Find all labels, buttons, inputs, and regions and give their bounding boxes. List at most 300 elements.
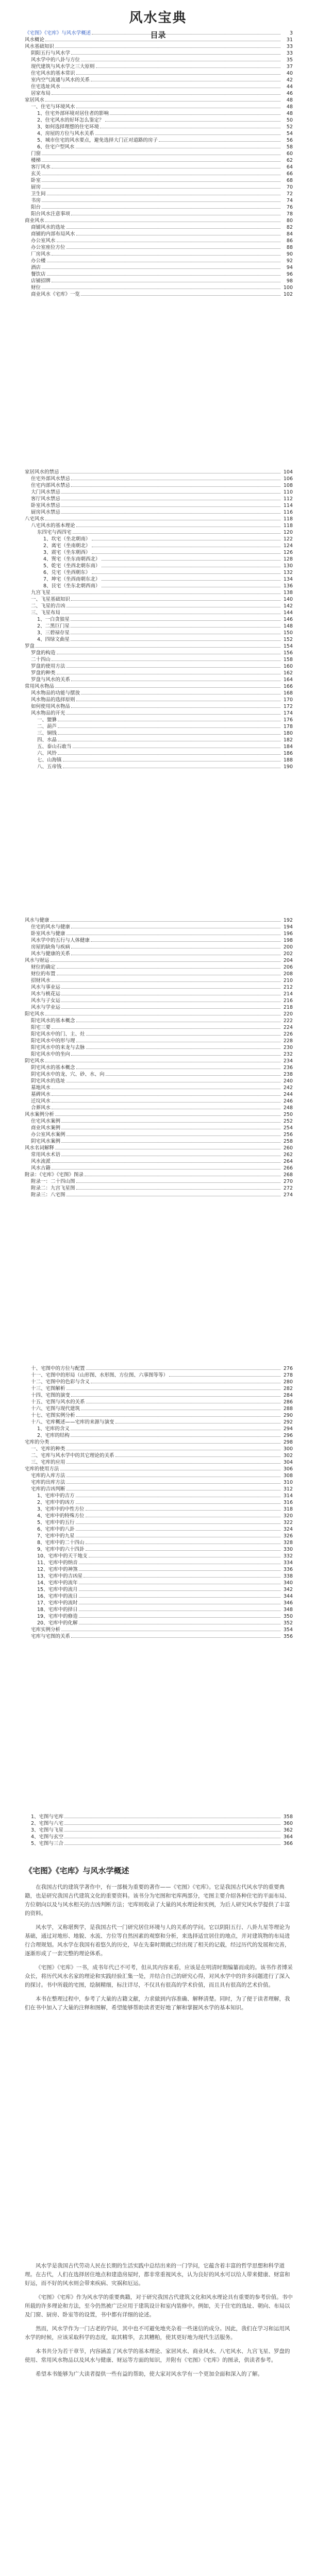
toc-entry[interactable] <box>25 137 293 144</box>
toc-entry[interactable] <box>25 710 293 717</box>
toc-entry-label: 7、宅库中的九星 <box>37 1533 75 1539</box>
toc-entry-label: 书房 <box>31 198 41 204</box>
toc-entry[interactable] <box>25 1178 293 1185</box>
toc-entry-page-number: 44 <box>286 84 293 90</box>
toc-leader-dots <box>76 70 280 75</box>
toc-entry[interactable] <box>25 1600 293 1606</box>
toc-entry[interactable] <box>25 264 293 271</box>
toc-entry[interactable] <box>25 284 293 291</box>
toc-leader-dots <box>92 549 280 554</box>
toc-entry-label: 住宅内部风水禁忌 <box>31 483 71 488</box>
toc-entry[interactable] <box>25 217 293 224</box>
toc-leader-dots <box>66 1078 280 1082</box>
toc-entry[interactable] <box>25 1038 293 1044</box>
toc-entry[interactable] <box>25 730 293 737</box>
toc-entry[interactable] <box>25 917 293 924</box>
toc-entry[interactable] <box>25 1172 293 1178</box>
toc-entry-page-number: 144 <box>283 610 293 616</box>
toc-entry[interactable] <box>25 1459 293 1466</box>
toc-leader-dots <box>66 603 280 607</box>
toc-entry[interactable] <box>25 636 293 643</box>
toc-entry-page-number: 138 <box>283 590 293 596</box>
toc-leader-dots <box>76 1178 280 1183</box>
toc-entry[interactable] <box>25 984 293 991</box>
toc-entry[interactable] <box>25 1426 293 1432</box>
toc-entry-label: 房屋的缺角与疾病 <box>31 944 71 950</box>
toc-leader-dots <box>86 1546 280 1551</box>
toc-entry-page-number: 272 <box>283 1185 293 1191</box>
body-paragraph: 然而，风水学作为一门古老的学问，其中也不可避免地夹杂着一些迷信的成分。因此，我们在学习和运用风水学的时候，应该采取科学的态度，取其精华，去其糟粕，使其更好地为现代生活服务。 <box>25 2326 290 2341</box>
toc-entry-label: 4、四绿文曲星 <box>37 637 70 642</box>
body-paragraph: 在我国古代的建筑学著作中，有一部极为重要的著作——《宅图》《宅库》。它是我国古代风水学的重要典籍，也是研究我国古代建筑文化的重要资料。该书分为宅图和宅库两部分，宅图主要介绍各种住宅的平面布局、方位朝向以及与风水相关的吉凶判断方法；宅库则收录了大量的风水理论和实例，为后人研究风水学提供了丰富的资料。 <box>25 1884 290 1917</box>
toc-entry-label: 阳宅风水中的形与理 <box>31 1038 75 1044</box>
toc-entry[interactable] <box>25 1078 293 1084</box>
toc-entry[interactable] <box>25 90 293 97</box>
toc-entry[interactable] <box>25 683 293 690</box>
toc-entry[interactable] <box>25 549 293 556</box>
toc-entry[interactable] <box>25 1058 293 1064</box>
toc-leader-dots <box>71 623 280 628</box>
toc-entry[interactable] <box>25 957 293 964</box>
toc-entry-page-number: 314 <box>283 1493 293 1499</box>
toc-entry[interactable] <box>25 1024 293 1031</box>
toc-entry[interactable] <box>25 977 293 984</box>
toc-entry[interactable] <box>25 509 293 516</box>
toc-entry[interactable] <box>25 1412 293 1419</box>
toc-entry[interactable] <box>25 1593 293 1600</box>
toc-entry-page-number: 108 <box>283 483 293 488</box>
toc-leader-dots <box>61 489 280 494</box>
toc-entry[interactable] <box>25 1586 293 1593</box>
toc-entry[interactable] <box>25 231 293 238</box>
toc-entry-page-number: 76 <box>286 205 293 210</box>
toc-entry-page-number: 40 <box>286 71 293 76</box>
toc-entry[interactable] <box>25 951 293 957</box>
toc-entry[interactable] <box>25 1840 293 1847</box>
toc-entry[interactable] <box>25 30 293 37</box>
toc-entry[interactable] <box>25 496 293 502</box>
toc-entry[interactable] <box>25 1466 293 1472</box>
toc-entry[interactable] <box>25 1098 293 1105</box>
toc-entry[interactable] <box>25 1419 293 1426</box>
toc-entry[interactable] <box>25 964 293 971</box>
toc-entry[interactable] <box>25 723 293 730</box>
toc-leader-dots <box>86 1365 280 1370</box>
toc-entry[interactable] <box>25 1151 293 1158</box>
toc-entry-page-number: 128 <box>283 556 293 562</box>
toc-entry[interactable] <box>25 117 293 124</box>
toc-entry[interactable] <box>25 271 293 278</box>
toc-leader-dots <box>61 991 280 995</box>
toc-entry[interactable] <box>25 1018 293 1024</box>
toc-entry-page-number: 186 <box>283 751 293 756</box>
toc-entry-page-number: 80 <box>286 218 293 224</box>
toc-entry-page-number: 358 <box>283 1814 293 1820</box>
toc-entry[interactable] <box>25 1111 293 1118</box>
toc-leader-dots <box>71 476 280 480</box>
toc-entry-page-number: 35 <box>286 57 293 63</box>
toc-entry[interactable] <box>25 589 293 596</box>
toc-entry-page-number: 222 <box>283 1018 293 1024</box>
toc-entry[interactable] <box>25 1185 293 1192</box>
toc-entry[interactable] <box>25 224 293 231</box>
toc-entry[interactable] <box>25 63 293 70</box>
toc-entry-label: 阳宅风水中的来龙与去脉 <box>31 1045 85 1050</box>
toc-entry[interactable] <box>25 476 293 482</box>
toc-entry[interactable] <box>25 930 293 937</box>
toc-entry-label: 二、飞星的吉凶 <box>31 603 65 609</box>
toc-leader-dots <box>66 663 280 668</box>
toc-entry[interactable] <box>25 1392 293 1399</box>
toc-entry[interactable] <box>25 971 293 977</box>
toc-leader-dots <box>102 583 280 587</box>
toc-entry[interactable] <box>25 1064 293 1071</box>
toc-entry[interactable] <box>25 1580 293 1586</box>
toc-entry-page-number: 64 <box>286 164 293 170</box>
toc-entry[interactable] <box>25 944 293 951</box>
toc-entry-label: 18、宅库中的择日 <box>37 1607 78 1613</box>
toc-entry-label: 罗盘的种类 <box>31 670 56 676</box>
toc-entry[interactable] <box>25 124 293 130</box>
toc-entry-label: 9、宅库中的六十四卦 <box>37 1547 85 1552</box>
toc-entry-page-number: 254 <box>283 1125 293 1131</box>
toc-entry[interactable] <box>25 1385 293 1392</box>
toc-entry-label: 居家布局 <box>31 91 51 96</box>
toc-leader-dots <box>52 656 280 661</box>
toc-entry[interactable] <box>25 543 293 549</box>
toc-entry-label: 住宅外部风水禁忌 <box>31 476 71 482</box>
toc-entry[interactable] <box>25 171 293 177</box>
toc-entry[interactable] <box>25 630 293 636</box>
toc-entry-page-number: 168 <box>283 690 293 696</box>
toc-entry-page-number: 42 <box>286 77 293 83</box>
toc-leader-dots <box>52 278 280 282</box>
toc-entry[interactable] <box>25 609 293 616</box>
toc-entry[interactable] <box>25 1439 293 1446</box>
toc-entry-label: 墓碑风水 <box>31 1092 51 1097</box>
toc-entry-label: 八宅风水的基本理论 <box>31 523 75 529</box>
toc-entry[interactable] <box>25 43 293 50</box>
toc-entry-page-number: 126 <box>283 550 293 555</box>
toc-entry[interactable] <box>25 569 293 576</box>
toc-entry[interactable] <box>25 1118 293 1125</box>
toc-entry-page-number: 46 <box>286 91 293 96</box>
toc-entry[interactable] <box>25 1526 293 1533</box>
toc-entry[interactable] <box>25 1506 293 1513</box>
toc-entry-label: 风水与子女运 <box>31 998 61 1004</box>
toc-entry-page-number: 62 <box>286 158 293 163</box>
toc-leader-dots <box>66 1472 280 1477</box>
toc-leader-dots <box>52 1165 280 1170</box>
toc-entry[interactable] <box>25 150 293 157</box>
toc-leader-dots <box>71 1392 280 1397</box>
toc-entry[interactable] <box>25 278 293 284</box>
toc-entry[interactable] <box>25 1192 293 1198</box>
toc-leader-dots <box>64 1840 280 1845</box>
toc-entry-page-number: 210 <box>283 978 293 984</box>
toc-entry-label: 风水物品的功能与摆放 <box>31 690 80 696</box>
toc-entry[interactable] <box>25 191 293 197</box>
toc-entry[interactable] <box>25 1533 293 1539</box>
toc-entry[interactable] <box>25 997 293 1004</box>
toc-entry[interactable] <box>25 1011 293 1018</box>
toc-entry[interactable] <box>25 697 293 703</box>
toc-entry[interactable] <box>25 529 293 536</box>
toc-entry-label: 阳宅三要 <box>31 1025 51 1030</box>
toc-entry-label: 六、风铃 <box>37 751 57 756</box>
toc-entry[interactable] <box>25 197 293 204</box>
toc-entry[interactable] <box>25 238 293 244</box>
toc-entry[interactable] <box>25 670 293 676</box>
toc-entry-page-number: 220 <box>283 1011 293 1017</box>
section-heading: 《宅图》《宅库》与风水学概述 <box>25 1866 129 1875</box>
toc-entry[interactable] <box>25 1145 293 1151</box>
toc-entry[interactable] <box>25 164 293 171</box>
toc-entry[interactable] <box>25 663 293 670</box>
toc-entry-page-number: 170 <box>283 697 293 703</box>
toc-entry[interactable] <box>25 1105 293 1111</box>
toc-entry[interactable] <box>25 244 293 251</box>
toc-entry[interactable] <box>25 1379 293 1385</box>
toc-entry[interactable] <box>25 1472 293 1479</box>
toc-entry[interactable] <box>25 482 293 489</box>
toc-entry-label: 一、飞星基础知识 <box>31 597 71 602</box>
toc-entry[interactable] <box>25 1486 293 1493</box>
toc-entry[interactable] <box>25 583 293 589</box>
toc-entry[interactable] <box>25 991 293 997</box>
toc-entry-label: 1、坎宅（坐北朝南） <box>43 536 91 542</box>
toc-leader-dots <box>63 764 280 768</box>
toc-leader-dots <box>42 284 280 289</box>
toc-entry-label: 五、泰山石敢当 <box>37 744 72 750</box>
toc-entry[interactable] <box>25 1165 293 1172</box>
toc-entry[interactable] <box>25 251 293 258</box>
toc-entry-label: 卧室风水与健康 <box>31 931 65 937</box>
toc-entry-label: 13、宅库中的吉凶星 <box>37 1573 83 1579</box>
toc-leader-dots <box>91 937 280 942</box>
toc-entry-label: 8、宅库中的二十四山 <box>37 1540 85 1546</box>
toc-entry[interactable] <box>25 737 293 743</box>
toc-entry-label: 迁坟风水 <box>31 1098 51 1104</box>
toc-entry-label: 十八、宅库概述——宅库的来源与演变 <box>31 1419 114 1425</box>
toc-entry[interactable] <box>25 1044 293 1051</box>
toc-entry-page-number: 164 <box>283 677 293 683</box>
toc-entry-label: 2、离宅（坐南朝北） <box>43 543 91 549</box>
toc-entry-label: 室内空气流通与风水的关系 <box>31 77 90 83</box>
toc-entry[interactable] <box>25 1091 293 1098</box>
toc-leader-dots <box>57 964 280 969</box>
toc-entry[interactable] <box>25 144 293 150</box>
document-page-6 <box>0 2241 316 2576</box>
toc-entry-label: 5、宅图与三合 <box>31 1841 64 1846</box>
toc-entry[interactable] <box>25 97 293 104</box>
toc-entry[interactable] <box>25 57 293 63</box>
toc-entry-page-number: 188 <box>283 757 293 763</box>
toc-entry-label: 常用风水术语 <box>31 1152 61 1158</box>
toc-leader-dots <box>79 1606 280 1611</box>
toc-entry[interactable] <box>25 1539 293 1546</box>
toc-entry[interactable] <box>25 643 293 650</box>
toc-entry[interactable] <box>25 576 293 583</box>
toc-entry-label: 三、宅库的应用 <box>31 1460 65 1465</box>
toc-entry[interactable] <box>25 516 293 522</box>
toc-entry[interactable] <box>25 77 293 83</box>
toc-entry[interactable] <box>25 1820 293 1827</box>
toc-entry[interactable] <box>25 1071 293 1078</box>
toc-entry[interactable] <box>25 1814 293 1820</box>
toc-entry[interactable] <box>25 522 293 529</box>
toc-entry[interactable] <box>25 1560 293 1566</box>
toc-entry[interactable] <box>25 1138 293 1145</box>
toc-entry[interactable] <box>25 211 293 217</box>
toc-entry[interactable] <box>25 764 293 770</box>
toc-entry-page-number: 194 <box>283 924 293 930</box>
toc-entry-page-number: 212 <box>283 985 293 990</box>
toc-entry-label: 罗盘与风水的关系 <box>31 677 71 683</box>
toc-entry[interactable] <box>25 1405 293 1412</box>
toc-entry[interactable] <box>25 1573 293 1580</box>
toc-entry[interactable] <box>25 258 293 264</box>
toc-entry[interactable] <box>25 563 293 569</box>
toc-entry-page-number: 48 <box>286 111 293 116</box>
toc-leader-dots <box>79 1613 280 1618</box>
toc-entry[interactable] <box>25 1620 293 1626</box>
toc-entry[interactable] <box>25 204 293 211</box>
toc-entry-label: 十六、宅图与现代建筑 <box>31 1406 80 1412</box>
toc-entry[interactable] <box>25 1125 293 1131</box>
toc-entry[interactable] <box>25 1499 293 1506</box>
toc-entry[interactable] <box>25 1399 293 1405</box>
toc-entry[interactable] <box>25 83 293 90</box>
toc-entry[interactable] <box>25 703 293 710</box>
toc-entry[interactable] <box>25 556 293 563</box>
toc-entry-label: 4、宅图与玄空 <box>31 1834 64 1840</box>
toc-entry-page-number: 338 <box>283 1573 293 1579</box>
toc-entry[interactable] <box>25 676 293 683</box>
toc-entry-page-number: 300 <box>283 1446 293 1452</box>
toc-entry-page-number: 330 <box>283 1547 293 1552</box>
toc-entry[interactable] <box>25 743 293 750</box>
toc-entry[interactable] <box>25 157 293 164</box>
toc-entry[interactable] <box>25 130 293 137</box>
toc-entry-page-number: 48 <box>286 97 293 103</box>
toc-entry[interactable] <box>25 291 293 298</box>
toc-entry-page-number: 252 <box>283 1118 293 1124</box>
toc-leader-dots <box>76 1064 280 1069</box>
toc-entry[interactable] <box>25 1633 293 1640</box>
toc-entry[interactable] <box>25 603 293 609</box>
toc-leader-dots <box>57 971 280 975</box>
toc-entry[interactable] <box>25 184 293 191</box>
toc-entry[interactable] <box>25 110 293 117</box>
toc-entry[interactable] <box>25 1493 293 1499</box>
toc-entry-page-number: 262 <box>283 1152 293 1158</box>
toc-entry-label: 4、房屋的方位与风水关系 <box>37 131 94 137</box>
toc-entry[interactable] <box>25 1827 293 1834</box>
toc-leader-dots <box>102 563 280 567</box>
toc-entry[interactable] <box>25 1432 293 1439</box>
toc-entry[interactable] <box>25 937 293 944</box>
toc-entry[interactable] <box>25 717 293 723</box>
toc-entry[interactable] <box>25 502 293 509</box>
toc-entry[interactable] <box>25 536 293 543</box>
toc-entry-page-number: 320 <box>283 1513 293 1519</box>
toc-entry[interactable] <box>25 177 293 184</box>
toc-entry-page-number: 360 <box>283 1821 293 1826</box>
toc-entry[interactable] <box>25 1004 293 1011</box>
toc-entry-label: 附录一：二十四山图 <box>31 1179 75 1184</box>
toc-entry[interactable] <box>25 70 293 77</box>
toc-leader-dots <box>61 609 280 614</box>
toc-entry-label: 阴宅风水的选址 <box>31 1078 65 1084</box>
toc-leader-dots <box>66 1486 280 1490</box>
toc-entry[interactable] <box>25 1158 293 1165</box>
toc-entry[interactable] <box>25 1131 293 1138</box>
toc-entry[interactable] <box>25 616 293 623</box>
toc-leader-dots <box>79 1600 280 1604</box>
toc-entry[interactable] <box>25 104 293 110</box>
toc-entry[interactable] <box>25 1613 293 1620</box>
toc-leader-dots <box>92 569 280 574</box>
toc-entry[interactable] <box>25 690 293 697</box>
toc-entry[interactable] <box>25 1513 293 1519</box>
toc-entry[interactable] <box>25 1365 293 1372</box>
toc-entry[interactable] <box>25 1446 293 1452</box>
toc-entry[interactable] <box>25 596 293 603</box>
toc-leader-dots <box>71 944 280 948</box>
toc-entry[interactable] <box>25 1372 293 1379</box>
toc-entry[interactable] <box>25 750 293 757</box>
toc-entry[interactable] <box>25 37 293 43</box>
toc-entry[interactable] <box>25 1084 293 1091</box>
toc-leader-dots <box>58 717 280 721</box>
toc-entry[interactable] <box>25 1452 293 1459</box>
toc-entry[interactable] <box>25 656 293 663</box>
toc-entry[interactable] <box>25 50 293 57</box>
toc-entry[interactable] <box>25 1834 293 1840</box>
toc-entry[interactable] <box>25 1031 293 1038</box>
toc-entry[interactable] <box>25 924 293 930</box>
toc-entry-label: 宅库的使用方法 <box>25 1466 59 1472</box>
toc-entry[interactable] <box>25 757 293 764</box>
toc-entry-page-number: 208 <box>283 971 293 977</box>
toc-entry-label: 店铺招牌 <box>31 278 51 284</box>
toc-leader-dots <box>66 224 280 229</box>
toc-entry-page-number: 192 <box>283 918 293 923</box>
toc-entry[interactable] <box>25 469 293 476</box>
toc-entry[interactable] <box>25 1626 293 1633</box>
toc-entry[interactable] <box>25 1519 293 1526</box>
toc-entry[interactable] <box>25 1566 293 1573</box>
toc-entry-page-number: 306 <box>283 1466 293 1472</box>
toc-entry[interactable] <box>25 1546 293 1553</box>
toc-entry[interactable] <box>25 650 293 656</box>
toc-entry-label: 3、震宅（坐东朝西） <box>43 550 91 555</box>
toc-entry-label: 14、宅库中的流年 <box>37 1580 78 1586</box>
toc-entry-label: 墓地风水 <box>31 1085 51 1091</box>
toc-entry-page-number: 344 <box>283 1594 293 1599</box>
toc-entry[interactable] <box>25 623 293 630</box>
toc-entry[interactable] <box>25 1479 293 1486</box>
toc-leader-dots <box>79 1560 280 1564</box>
toc-entry[interactable] <box>25 1051 293 1058</box>
toc-entry-page-number: 308 <box>283 1473 293 1479</box>
toc-entry[interactable] <box>25 489 293 496</box>
toc-entry-label: 招财风水 <box>31 978 51 984</box>
toc-leader-dots <box>79 1566 280 1571</box>
toc-entry[interactable] <box>25 1606 293 1613</box>
toc-entry[interactable] <box>25 1553 293 1560</box>
